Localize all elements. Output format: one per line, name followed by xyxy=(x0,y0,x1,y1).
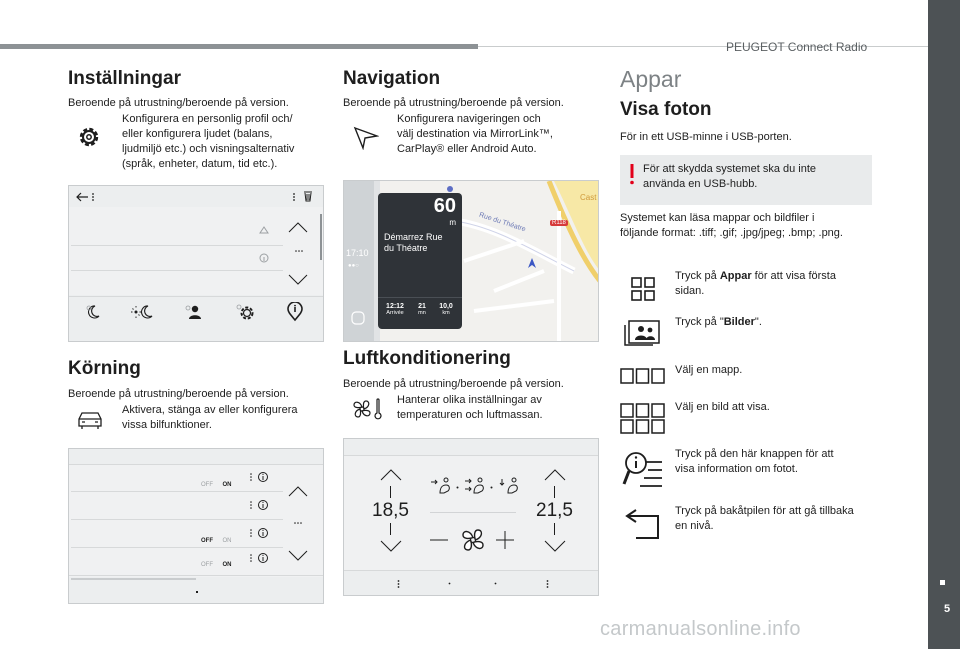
scroll-up-icon[interactable] xyxy=(288,221,308,233)
info-icon xyxy=(259,253,269,263)
car-icon xyxy=(76,410,104,430)
trash-icon[interactable] xyxy=(303,190,313,202)
scroll-down-icon[interactable] xyxy=(288,274,308,286)
signal-dots: ●●○ xyxy=(348,263,359,269)
separator-dot xyxy=(490,486,493,489)
profile-icon[interactable] xyxy=(185,304,203,320)
row-menu-info-icon[interactable] xyxy=(249,552,269,564)
navigation-arrow-icon xyxy=(353,126,379,150)
header-bar xyxy=(0,44,478,49)
watermark: carmanualsonline.info xyxy=(600,618,801,640)
fan-decrease-icon[interactable] xyxy=(430,539,448,541)
airflow-mixed-icon[interactable] xyxy=(464,477,486,495)
position-arrow-icon xyxy=(527,257,537,269)
brand-label: PEUGEOT Connect Radio xyxy=(726,40,868,54)
more-menu-icon[interactable] xyxy=(291,191,297,203)
row-menu-info-icon[interactable] xyxy=(249,471,269,483)
back-arrow-icon xyxy=(624,506,662,540)
turn-distance-unit: m xyxy=(449,218,456,227)
warning-triangle-icon xyxy=(259,226,269,234)
fan-icon xyxy=(458,525,488,555)
guidance-card xyxy=(378,193,462,329)
image-info-icon xyxy=(622,450,664,492)
eta-block: 12:12 Arrivée xyxy=(386,303,404,316)
fan-thermometer-icon xyxy=(350,396,384,422)
step-back: Tryck på bakåtpilen för att gå tillbaka en nivå. xyxy=(675,505,854,532)
installningar-title: Inställningar xyxy=(68,68,181,89)
right-temperature: 21,5 xyxy=(536,500,573,521)
korning-intro: Beroende på utrustning/beroende på version. xyxy=(68,388,289,400)
appar-section-title: Appar xyxy=(620,66,682,92)
bottom-menu-icon[interactable] xyxy=(546,579,549,589)
page-marker xyxy=(940,580,945,585)
step-info: Tryck på den här knappen för att visa information om fotot. xyxy=(675,448,834,475)
navigation-map[interactable] xyxy=(343,180,599,342)
luft-title: Luftkonditionering xyxy=(343,348,511,369)
page-indicator-dot xyxy=(196,591,198,593)
scroll-down-icon[interactable] xyxy=(288,550,308,562)
step-folder: Välj en mapp. xyxy=(675,364,743,376)
time-remaining-block: 21 mn xyxy=(418,303,426,316)
right-temp-down-icon[interactable] xyxy=(544,540,566,552)
scrollbar[interactable] xyxy=(320,214,322,260)
korning-title: Körning xyxy=(68,358,141,379)
installningar-intro: Beroende på utrustning/beroende på version. xyxy=(68,97,289,109)
appar-intro: För in ett USB-minne i USB-porten. xyxy=(620,131,792,143)
page-edge-strip xyxy=(928,0,960,649)
step-apps: Tryck på Appar för att visa första sidan. xyxy=(675,270,836,297)
step-image: Välj en bild att visa. xyxy=(675,401,770,413)
destination-marker-icon xyxy=(446,185,454,193)
gear-icon xyxy=(76,124,102,150)
scroll-up-icon[interactable] xyxy=(288,485,308,497)
visa-foton-title: Visa foton xyxy=(620,99,712,120)
pictures-icon xyxy=(623,319,661,347)
warning-exclamation-icon xyxy=(629,163,635,185)
navigation-intro: Beroende på utrustning/beroende på version. xyxy=(343,97,564,109)
right-temp-up-icon[interactable] xyxy=(544,469,566,481)
map-corner-label: Cast xyxy=(580,193,597,202)
toggle-row-3[interactable]: OFF ON xyxy=(201,562,232,568)
usb-warning-text: För att skydda systemet ska du inte använda en USB-hubb. xyxy=(643,163,817,190)
moon-icon[interactable] xyxy=(85,304,101,320)
luft-desc: Hanterar olika inställningar av temperaturen och luftmassan. xyxy=(397,394,543,421)
separator-dot xyxy=(456,486,459,489)
apps-grid-icon xyxy=(631,277,655,301)
location-info-icon[interactable] xyxy=(285,302,305,322)
road-label: Rue du Théatre xyxy=(478,211,527,234)
navigation-desc: Konfigurera navigeringen och välj destination via MirrorLink™, CarPlay® eller Android Auto. xyxy=(397,113,553,155)
toggle-row-1[interactable]: OFF ON xyxy=(201,482,232,488)
toggle-row-2[interactable]: OFF ON xyxy=(201,538,232,544)
korning-desc: Aktivera, stänga av eller konfigurera vissa bilfunktioner. xyxy=(122,404,298,431)
airflow-feet-icon[interactable] xyxy=(498,477,520,495)
settings-screen xyxy=(68,185,324,342)
distance-remaining-block: 10,0 km xyxy=(439,303,453,316)
street-name: Démarrez Rue du Théatre xyxy=(384,232,443,253)
back-arrow-icon[interactable] xyxy=(75,191,97,203)
driving-screen xyxy=(68,448,324,604)
bottom-menu-icon[interactable] xyxy=(397,579,400,589)
formats-text: Systemet kan läsa mappar och bildfiler i följande format: .tiff; .gif; .jpg/jpeg; .bmp; .png. xyxy=(620,212,843,239)
airflow-face-icon[interactable] xyxy=(430,477,452,495)
step-pictures: Tryck på "Bilder". xyxy=(675,316,762,328)
climate-screen xyxy=(343,438,599,596)
row-menu-info-icon[interactable] xyxy=(249,527,269,539)
left-temp-up-icon[interactable] xyxy=(380,469,402,481)
settings-gear-icon[interactable] xyxy=(235,303,255,321)
bottom-dot-icon xyxy=(448,582,451,585)
page-dots-icon xyxy=(295,249,303,253)
road-number-badge: R118 xyxy=(552,220,566,226)
page-number: 5 xyxy=(943,603,951,615)
page-dots-icon xyxy=(294,521,302,525)
left-temperature: 18,5 xyxy=(372,500,409,521)
navigation-title: Navigation xyxy=(343,68,441,89)
page-indicator-bar xyxy=(71,578,196,580)
bottom-dot-icon xyxy=(494,582,497,585)
left-temp-down-icon[interactable] xyxy=(380,540,402,552)
row-menu-info-icon[interactable] xyxy=(249,499,269,511)
fan-increase-icon[interactable] xyxy=(496,531,514,549)
installningar-desc: Konfigurera en personlig profil och/ eller konfigurera ljudet (balans, ljudmiljö etc.) och visningsalternativ (språk, enheter, datum, tid etc.). xyxy=(122,113,295,170)
folder-row-icon xyxy=(620,368,665,384)
day-night-icon[interactable] xyxy=(131,304,153,320)
turn-distance: 60 xyxy=(433,195,456,217)
image-grid-icon xyxy=(620,403,665,434)
luft-intro: Beroende på utrustning/beroende på version. xyxy=(343,378,564,390)
map-clock: 17:10 xyxy=(346,248,369,258)
home-button-icon[interactable] xyxy=(351,311,365,325)
